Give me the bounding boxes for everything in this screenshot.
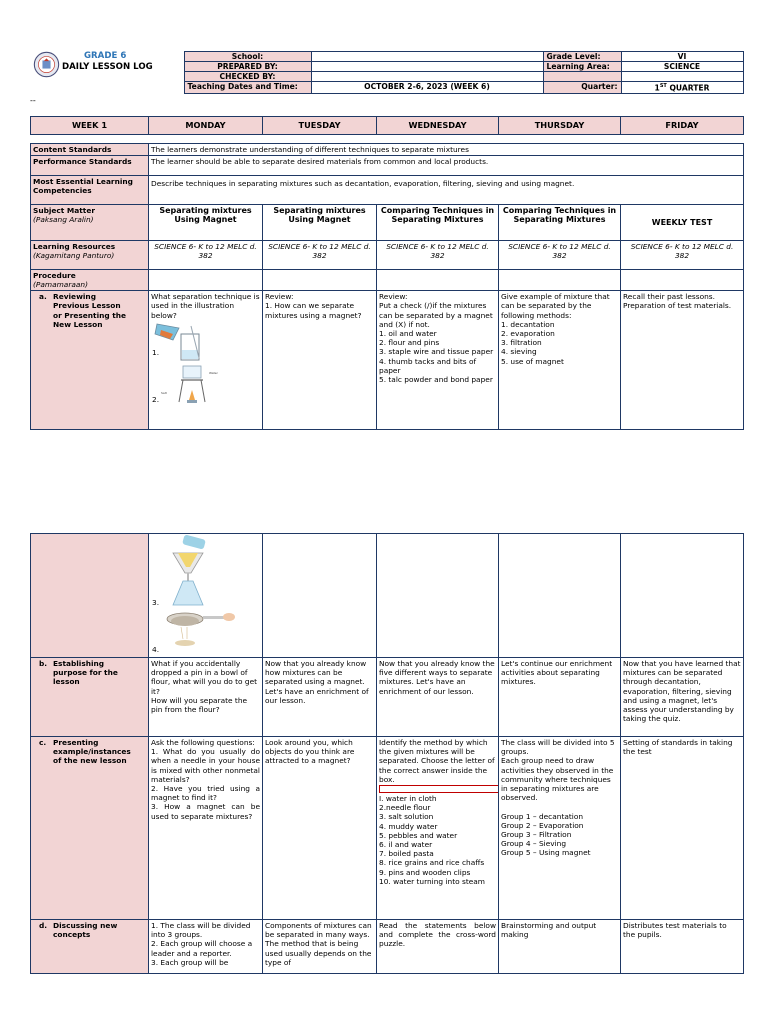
lesson-table-continued (30, 533, 744, 974)
fig-1-label: 1. (152, 347, 160, 357)
blank-cell (263, 270, 377, 291)
subject-tuesday: Separating mixtures Using Magnet (263, 205, 377, 241)
content-standards-label: Content Standards (31, 144, 149, 156)
svg-text:Water: Water (209, 370, 218, 375)
step-d-friday: Distributes test materials to the pupils. (621, 920, 744, 974)
resources-tuesday: SCIENCE 6- K to 12 MELC d. 382 (263, 241, 377, 270)
learning-area-value: SCIENCE (621, 62, 743, 72)
resources-thursday: SCIENCE 6- K to 12 MELC d. 382 (499, 241, 621, 270)
step-c-thursday: The class will be divided into 5 groups. Each group need to draw activities they observed in the community where techniques in separating mixtures are observed. Group 1 – decantation Group 2 – Evaporation Group 3 – Filtration Group 4 – Sieving Group 5 – Using magnet (499, 737, 621, 920)
step-a-monday-continued (149, 534, 263, 658)
blank-cell (377, 270, 499, 291)
procedure-label: Procedure (Pamamaraan) (31, 270, 149, 291)
prepared-value (311, 62, 543, 72)
step-c-friday: Setting of standards in taking the test (621, 737, 744, 920)
checked-label: CHECKED BY: (184, 72, 311, 82)
step-a-thursday: Give example of mixture that can be separated by the following methods: 1. decantation 2. evaporation 3. filtration 4. sieving 5. use of magnet (499, 291, 621, 430)
prepared-label: PREPARED BY: (184, 62, 311, 72)
separator-dash: -- (30, 96, 36, 105)
melc-value: Describe techniques in separating mixtures such as decantation, evaporation, filtering, sieving and using magnet. (149, 176, 744, 205)
performance-value: The learner should be able to separate desired materials from common and local products. (149, 156, 744, 176)
step-c-monday: Ask the following questions: 1. What do you usually do when a needle in your house is mixed with other nonmetal materials? 2. Have you tried using a magnet to find it? 3. How a magnet can be used to separate mixtures? (149, 737, 263, 920)
step-a-friday: Recall their past lessons. Preparation of test materials. (621, 291, 744, 430)
step-c-label: c. Presenting example/instances of the new lesson (31, 737, 149, 920)
day-tuesday: TUESDAY (263, 117, 377, 135)
resources-wednesday: SCIENCE 6- K to 12 MELC d. 382 (377, 241, 499, 270)
step-c-wednesday (377, 737, 499, 920)
quarter-value: 1ST QUARTER (621, 82, 743, 94)
step-b-friday: Now that you have learned that mixtures can be separated through decantation, evaporation, filtering, sieving and using a magnet, let's assess your understanding by taking the quiz. (621, 658, 744, 737)
dates-value: OCTOBER 2-6, 2023 (WEEK 6) (311, 82, 543, 94)
step-b-thursday: Let's continue our enrichment activities about separating mixtures. (499, 658, 621, 737)
blank-cell (149, 270, 263, 291)
resources-label: Learning Resources (Kagamitang Panturo) (31, 241, 149, 270)
subject-wednesday: Comparing Techniques in Separating Mixtures (377, 205, 499, 241)
evaporation-illustration (151, 364, 260, 406)
school-value (311, 52, 543, 62)
filtration-illustration (151, 535, 260, 607)
grade-level-label: Grade Level: (543, 52, 621, 62)
step-b-wednesday: Now that you already know the five different ways to separate mixtures. Let's have an enrichment of our lesson. (377, 658, 499, 737)
blank-cell (499, 534, 621, 658)
quarter-label: Quarter: (543, 82, 621, 94)
decantation-illustration (151, 320, 260, 364)
blank-cell (263, 534, 377, 658)
week-header (30, 116, 744, 135)
blank-cell (499, 270, 621, 291)
document-title: DAILY LESSON LOG (62, 62, 153, 72)
step-a-monday (149, 291, 263, 430)
content-standards-value: The learners demonstrate understanding of different techniques to separate mixtures (149, 144, 744, 156)
blank-cell (377, 534, 499, 658)
subject-monday: Separating mixtures Using Magnet (149, 205, 263, 241)
subject-label: Subject Matter (Paksang Aralin) (31, 205, 149, 241)
step-d-thursday: Brainstorming and output making (499, 920, 621, 974)
step-d-monday: 1. The class will be divided into 3 groups. 2. Each group will choose a leader and a reporter. 3. Each group will be (149, 920, 263, 974)
checked-value (311, 72, 543, 82)
step-a-monday-text: What separation technique is used in the illustration below? (151, 292, 260, 320)
step-b-monday: What if you accidentally dropped a pin in a bowl of flour, what will you do to get it? How will you separate the pin from the flour? (149, 658, 263, 737)
answer-choices-box (379, 785, 499, 793)
fig-2-label: 2. (152, 394, 160, 404)
day-friday: FRIDAY (621, 117, 744, 135)
blank-cell (543, 72, 621, 82)
grade-title: GRADE 6 (84, 51, 127, 61)
melc-label: Most Essential Learning Competencies (31, 176, 149, 205)
step-d-tuesday: Components of mixtures can be separated in many ways. The method that is being used usually depends on the type of (263, 920, 377, 974)
learning-area-label: Learning Area: (543, 62, 621, 72)
school-label: School: (184, 52, 311, 62)
blank-cell (621, 270, 744, 291)
step-b-tuesday: Now that you already know how mixtures can be separated using a magnet. Let's have an enrichment of our lesson. (263, 658, 377, 737)
day-thursday: THURSDAY (499, 117, 621, 135)
lesson-table (30, 143, 744, 430)
fig-3-label: 3. (152, 598, 160, 607)
blank-cell (31, 534, 149, 658)
header-table (30, 51, 744, 94)
step-a-wednesday: Review: Put a check (/)if the mixtures can be separated by a magnet and (X) if not. 1. oil and water 2. flour and pins 3. staple wire and tissue paper 4. thumb tacks and bits of paper 5. talc powder and bond paper (377, 291, 499, 430)
fig-4-label: 4. (152, 645, 160, 654)
resources-friday: SCIENCE 6- K to 12 MELC d. 382 (621, 241, 744, 270)
step-d-wednesday: Read the statements below and complete the cross-word puzzle. (377, 920, 499, 974)
step-c-wednesday-intro: Identify the method by which the given mixtures will be separated. Choose the letter of the correct answer inside the box. (379, 738, 495, 784)
step-c-tuesday: Look around you, which objects do you think are attracted to a magnet? (263, 737, 377, 920)
blank-cell (621, 72, 743, 82)
sieving-illustration (151, 607, 260, 655)
day-wednesday: WEDNESDAY (377, 117, 499, 135)
week-label: WEEK 1 (31, 117, 149, 135)
step-a-label: a. Reviewing Previous Lesson or Presenting the New Lesson (31, 291, 149, 430)
resources-monday: SCIENCE 6- K to 12 MELC d. 382 (149, 241, 263, 270)
svg-text:Salt: Salt (161, 390, 167, 395)
step-c-wednesday-list: I. water in cloth 2.needle flour 3. salt solution 4. muddy water 5. pebbles and water 6. il and water 7. boiled pasta 8. rice grains and rice chaffs 9. pins and wooden clips 10. water turning into steam (379, 794, 485, 886)
grade-level-value: VI (621, 52, 743, 62)
performance-label: Performance Standards (31, 156, 149, 176)
subject-friday: WEEKLY TEST (621, 205, 744, 241)
step-b-label: b. Establishing purpose for the lesson (31, 658, 149, 737)
step-d-label: d. Discussing new concepts (31, 920, 149, 974)
subject-thursday: Comparing Techniques in Separating Mixtures (499, 205, 621, 241)
day-monday: MONDAY (149, 117, 263, 135)
step-a-tuesday: Review: 1. How can we separate mixtures using a magnet? (263, 291, 377, 430)
blank-cell (621, 534, 744, 658)
dates-label: Teaching Dates and Time: (184, 82, 311, 94)
